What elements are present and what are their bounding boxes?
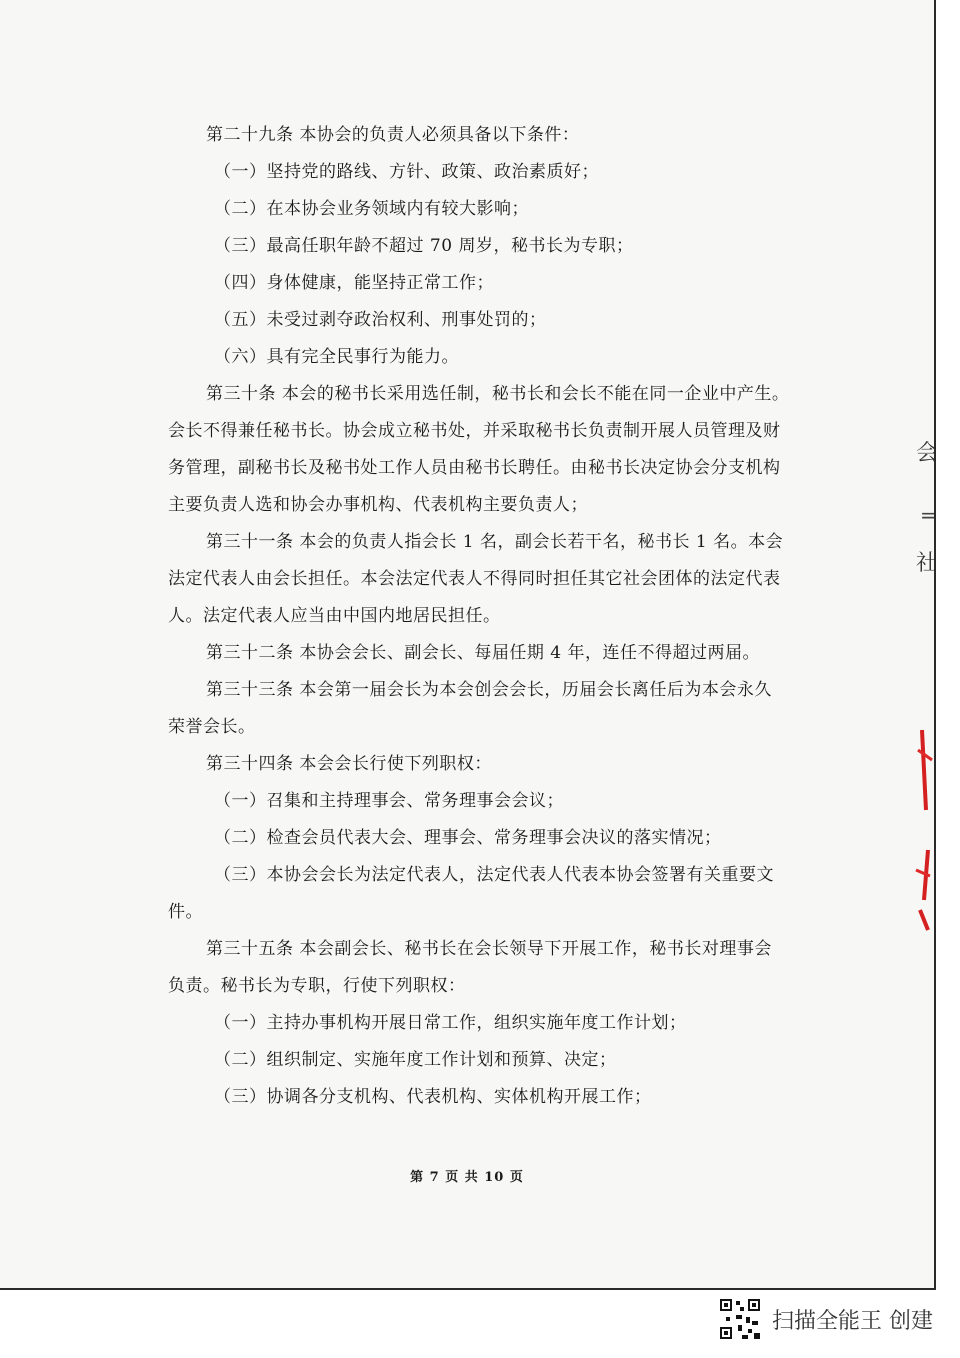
text-line: （二）检查会员代表大会、理事会、常务理事会决议的落实情况；	[214, 828, 722, 848]
text-line: （一）召集和主持理事会、常务理事会会议；	[214, 791, 564, 811]
text-line: （三）本协会会长为法定代表人，法定代表人代表本协会签署有关重要文	[214, 865, 774, 885]
text-line: 件。	[168, 902, 203, 922]
text-line: 法定代表人由会长担任。本会法定代表人不得同时担任其它社会团体的法定代表	[168, 569, 781, 589]
text-line: 荣誉会长。	[168, 717, 256, 737]
text-line: 主要负责人选和协会办事机构、代表机构主要负责人；	[168, 495, 588, 515]
page-footer: 第 7 页 共 10 页	[410, 1170, 524, 1185]
text-line: （二）在本协会业务领域内有较大影响；	[214, 199, 529, 219]
text-line: （四）身体健康，能坚持正常工作；	[214, 273, 494, 293]
watermark-text: 扫描全能王 创建	[772, 1308, 933, 1334]
text-line: 负责。秘书长为专职，行使下列职权：	[168, 976, 466, 996]
text-line: 第三十条 本会的秘书长采用选任制，秘书长和会长不能在同一企业中产生。	[206, 384, 790, 404]
qr-code-icon	[718, 1297, 762, 1341]
article-text	[168, 122, 798, 1111]
text-line: （二）组织制定、实施年度工作计划和预算、决定；	[214, 1050, 617, 1070]
svg-text:社: 社	[916, 551, 939, 576]
text-line: 第二十九条 本协会的负责人必须具备以下条件：	[206, 125, 580, 145]
text-line: 第三十三条 本会第一届会长为本会创会会长，历届会长离任后为本会永久	[206, 680, 772, 700]
text-line: 第三十四条 本会会长行使下列职权：	[206, 754, 492, 774]
text-line: 第三十二条 本协会会长、副会长、每届任期 4 年，连任不得超过两届。	[206, 643, 761, 663]
red-seal-fragment	[902, 430, 939, 950]
text-line: 第三十五条 本会副会长、秘书长在会长领导下开展工作，秘书长对理事会	[206, 939, 772, 959]
text-line: 会长不得兼任秘书长。协会成立秘书处，并采取秘书长负责制开展人员管理及财	[168, 421, 781, 441]
text-line: 务管理，副秘书长及秘书处工作人员由秘书长聘任。由秘书长决定协会分支机构	[168, 458, 781, 478]
svg-text:=: =	[920, 503, 937, 527]
text-line: 人。法定代表人应当由中国内地居民担任。	[168, 606, 501, 626]
scanner-watermark	[718, 1296, 933, 1342]
text-line: （三）最高任职年龄不超过 70 周岁，秘书长为专职；	[214, 236, 634, 256]
text-line: （一）主持办事机构开展日常工作，组织实施年度工作计划；	[214, 1013, 687, 1033]
text-line: （三）协调各分支机构、代表机构、实体机构开展工作；	[214, 1087, 652, 1107]
text-line: （六）具有完全民事行为能力。	[214, 347, 459, 367]
text-line: （五）未受过剥夺政治权利、刑事处罚的；	[214, 310, 547, 330]
text-line: （一）坚持党的路线、方针、政策、政治素质好；	[214, 162, 599, 182]
text-line: 第三十一条 本会的负责人指会长 1 名，副会长若干名，秘书长 1 名。本会	[206, 532, 784, 552]
svg-text:会: 会	[916, 441, 939, 466]
